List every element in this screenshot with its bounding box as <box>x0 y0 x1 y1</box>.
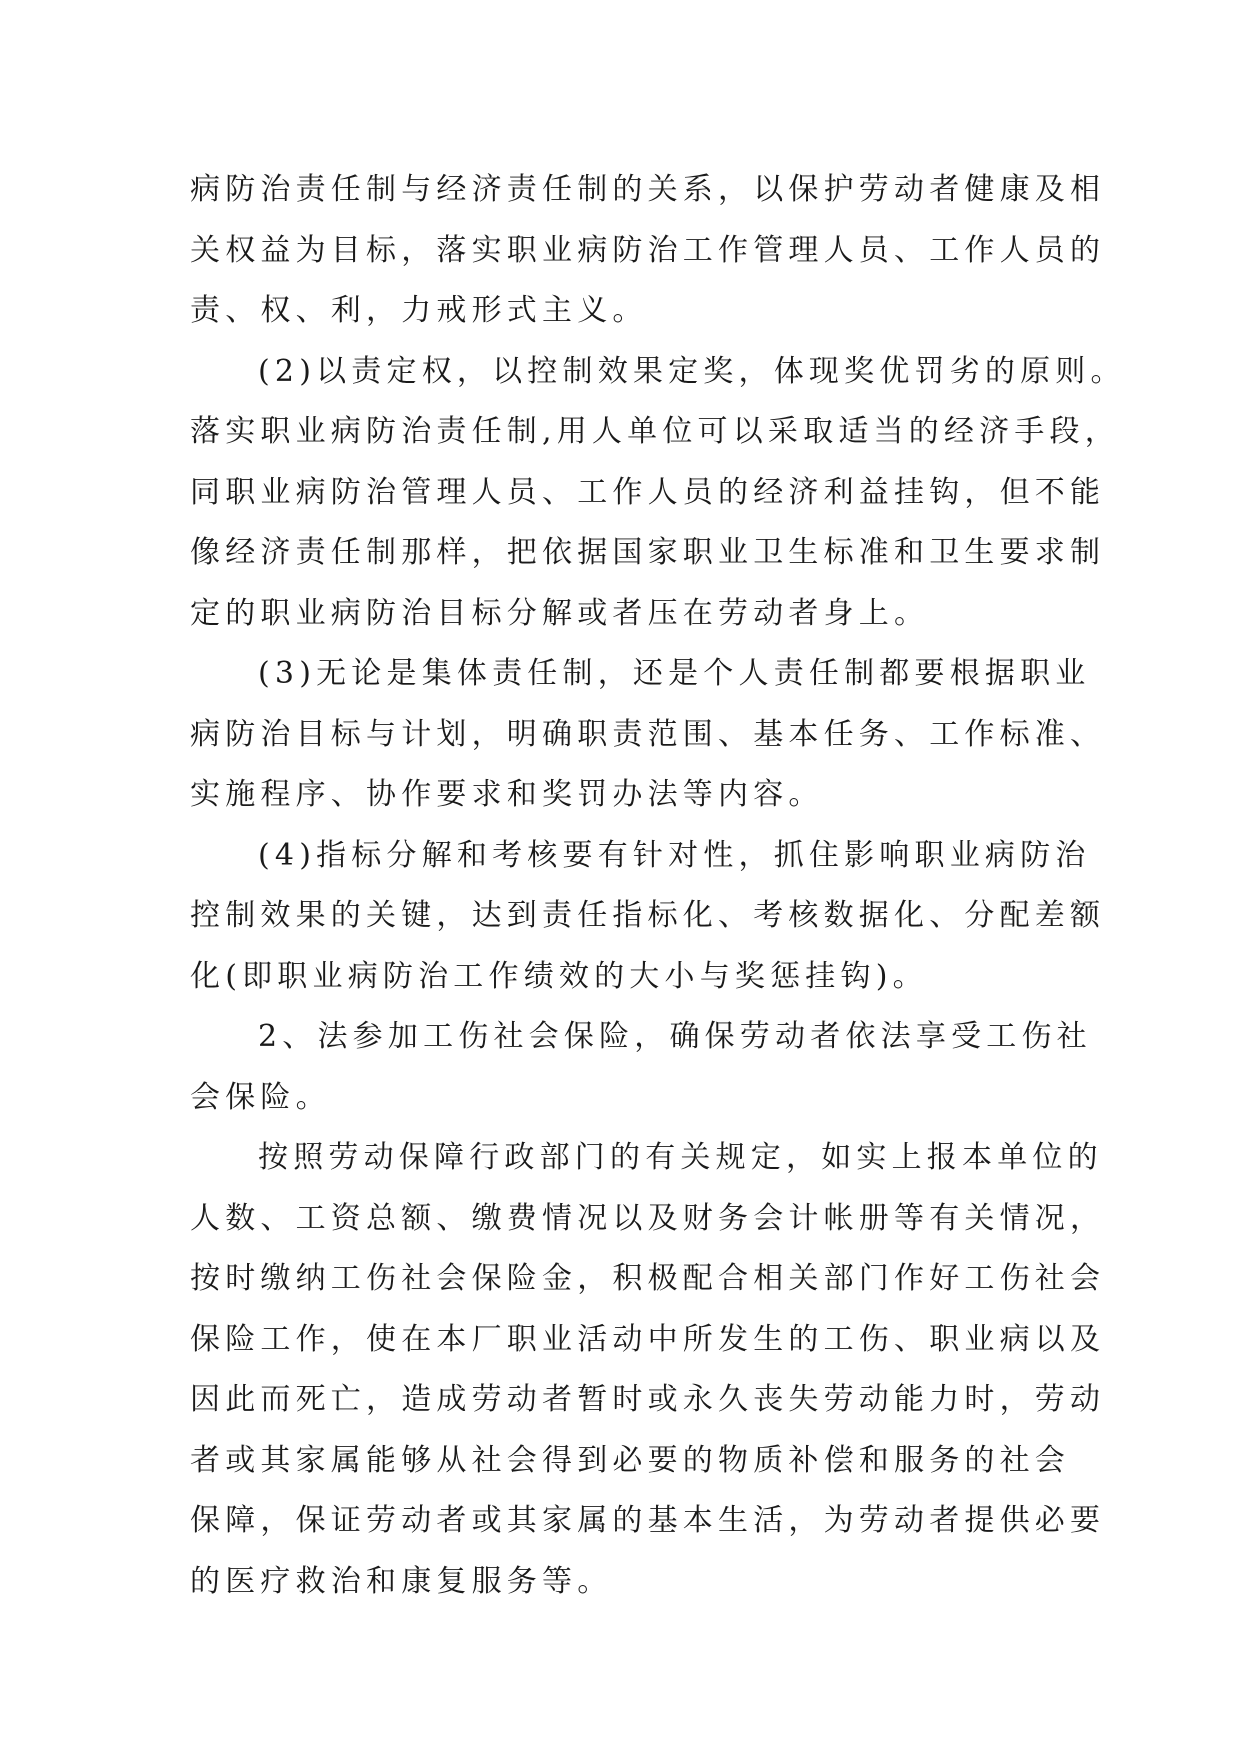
text-line: 因此而死亡，造成劳动者暂时或永久丧失劳动能力时，劳动 <box>190 1382 1106 1417</box>
text-line: 落实职业病防治责任制,用人单位可以采取适当的经济手段， <box>190 414 1120 449</box>
text-line: (3)无论是集体责任制，还是个人责任制都要根据职业 <box>258 656 1091 691</box>
text-line: 按照劳动保障行政部门的有关规定，如实上报本单位的 <box>258 1140 1103 1175</box>
text-line: 像经济责任制那样，把依据国家职业卫生标准和卫生要求制 <box>190 535 1106 570</box>
text-line: 保险工作，使在本厂职业活动中所发生的工伤、职业病以及 <box>190 1321 1106 1357</box>
text-line: (4)指标分解和考核要有针对性，抓住影响职业病防治 <box>258 837 1091 873</box>
text-line: 定的职业病防治目标分解或者压在劳动者身上。 <box>190 595 930 631</box>
text-line: 2、法参加工伤社会保险，确保劳动者依法享受工伤社 <box>258 1019 1092 1054</box>
text-line: 责、权、利，力戒形式主义。 <box>190 293 648 328</box>
text-line: 关权益为目标，落实职业病防治工作管理人员、工作人员的 <box>190 232 1106 268</box>
text-line: 保障，保证劳动者或其家属的基本生活，为劳动者提供必要 <box>190 1503 1106 1538</box>
text-line: 实施程序、协作要求和奖罚办法等内容。 <box>190 777 824 812</box>
text-line: 化(即职业病防治工作绩效的大小与奖惩挂钩)。 <box>190 958 928 994</box>
text-line: 同职业病防治管理人员、工作人员的经济利益挂钩，但不能 <box>190 474 1106 510</box>
text-line: 的医疗救治和康复服务等。 <box>190 1563 613 1599</box>
text-line: 控制效果的关键，达到责任指标化、考核数据化、分配差额 <box>190 898 1106 933</box>
document-body <box>190 160 1126 1612</box>
text-line: 病防治责任制与经济责任制的关系，以保护劳动者健康及相 <box>190 172 1106 207</box>
text-line: 会保险。 <box>190 1079 331 1115</box>
text-line: 按时缴纳工伤社会保险金，积极配合相关部门作好工伤社会 <box>190 1261 1106 1296</box>
text-line: 者或其家属能够从社会得到必要的物质补偿和服务的社会 <box>190 1442 1070 1478</box>
text-line: (2)以责定权，以控制效果定奖，体现奖优罚劣的原则。 <box>258 353 1126 389</box>
text-line: 人数、工资总额、缴费情况以及财务会计帐册等有关情况， <box>190 1200 1106 1236</box>
text-line: 病防治目标与计划，明确职责范围、基本任务、工作标准、 <box>190 716 1106 752</box>
